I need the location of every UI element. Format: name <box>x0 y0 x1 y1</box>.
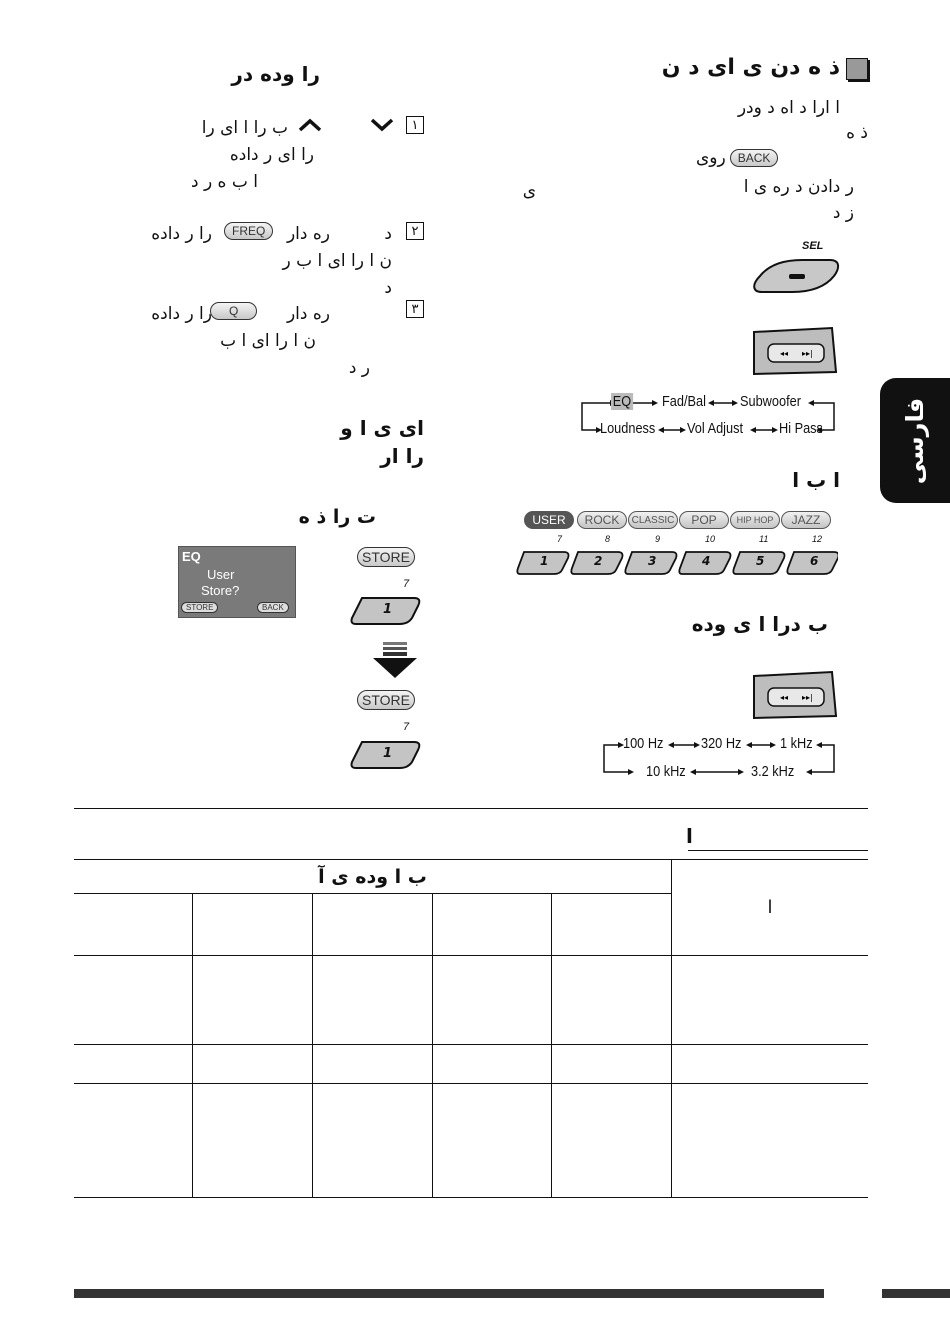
store-number: 7 <box>403 721 410 733</box>
step1-text: ب را ا ای را <box>201 118 288 138</box>
preset-key-3[interactable]: 3 <box>648 554 657 568</box>
chevron-down-icon[interactable] <box>370 118 394 132</box>
menu-item-fad-bal: Fad/Bal <box>662 393 706 410</box>
step2-text: ن ا را ای ا ب ر <box>282 251 392 271</box>
table-cell <box>672 1084 869 1198</box>
number-keys-shapes <box>516 550 838 576</box>
mode-number: 7 <box>557 534 563 544</box>
preset-key-5[interactable]: 5 <box>756 554 765 568</box>
step3-text: را ر داده <box>151 304 212 324</box>
presets-heading: ا ب ا <box>792 468 840 492</box>
mode-user: USER <box>524 511 574 529</box>
preset-key-2[interactable]: 2 <box>594 554 603 568</box>
freq-item-100hz: 100 Hz <box>623 735 664 752</box>
intro-text: ذ ه <box>846 123 868 143</box>
back-button[interactable]: BACK <box>730 149 779 167</box>
mode-jazz: JAZZ <box>781 511 831 529</box>
step2-text: د <box>384 278 392 298</box>
instruction-text: ر دادن د ره ی ا <box>743 177 854 197</box>
menu-item-vol-adjust: Vol Adjust <box>687 420 744 437</box>
table-row <box>74 1084 868 1198</box>
back-line <box>696 148 778 168</box>
language-tab <box>880 378 950 503</box>
freq-item-3-2khz: 3.2 kHz <box>751 763 795 780</box>
footer-bar <box>74 1289 824 1298</box>
table-cell <box>74 1045 193 1084</box>
mode-classic: CLASSIC <box>628 511 678 529</box>
svg-text:◂◂: ◂◂ <box>780 693 789 702</box>
preset-key-6[interactable]: 6 <box>810 554 819 568</box>
table-header-right-text: ا <box>767 897 773 918</box>
sel-button[interactable] <box>752 256 840 296</box>
display-store-button: STORE <box>181 602 218 613</box>
store-button[interactable]: STORE <box>357 547 415 567</box>
step-number-3: ٣ <box>406 300 424 318</box>
table-cell <box>672 956 869 1045</box>
mode-number: 8 <box>605 534 611 544</box>
store-number: 7 <box>403 578 410 590</box>
table-title: ا <box>686 824 693 848</box>
display-line: Store? <box>201 583 240 598</box>
display-back-button: BACK <box>257 602 289 613</box>
table-cell <box>193 894 313 956</box>
svg-text:▸▸|: ▸▸| <box>802 349 813 358</box>
table-cell <box>193 1084 313 1198</box>
preset-key-label: 1 <box>383 746 393 761</box>
svg-text:▸▸|: ▸▸| <box>802 693 813 702</box>
arrow-down-icon <box>373 640 417 680</box>
display-title: EQ <box>182 549 201 564</box>
table-cell <box>552 894 672 956</box>
table-cell <box>313 956 433 1045</box>
step3-text: ر د <box>348 358 370 378</box>
number-keys-row <box>516 550 838 576</box>
instruction-text: ز د <box>832 203 854 223</box>
menu-item-hi-pass: Hi Pass <box>779 420 823 437</box>
preset-key-1[interactable]: 1 <box>540 554 549 568</box>
table-header-main-text: ب ا وده ی آ <box>318 865 427 888</box>
freq-heading: ب درا ا ی وده <box>691 612 828 636</box>
table-cell <box>193 1045 313 1084</box>
table-cell <box>552 1045 672 1084</box>
table-cell <box>433 956 552 1045</box>
table-cell <box>552 1084 672 1198</box>
menu-item-eq: EQ <box>612 393 632 410</box>
language-tab-label: فارسی <box>901 397 929 484</box>
table-cell <box>672 1045 869 1084</box>
table-cell <box>193 956 313 1045</box>
step1-text: ا ب ه ر د <box>190 172 258 192</box>
mode-number: 9 <box>655 534 661 544</box>
table-row <box>74 1045 868 1084</box>
mode-number: 11 <box>759 534 769 544</box>
footer-bar <box>882 1289 950 1298</box>
svg-text:◂◂: ◂◂ <box>780 349 789 358</box>
display-line: User <box>207 567 235 582</box>
step2-text: د <box>384 224 392 244</box>
menu-item-subwoofer: Subwoofer <box>740 393 801 410</box>
table-cell <box>433 894 552 956</box>
step1-text: را ای ر داده <box>229 145 314 165</box>
q-button[interactable]: Q <box>210 302 257 320</box>
step-number-2: ٢ <box>406 222 424 240</box>
back-line-text: روی <box>696 148 726 168</box>
table-cell <box>74 894 193 956</box>
table-cell <box>74 1084 193 1198</box>
store-heading: را ار <box>380 444 424 468</box>
control-knob[interactable] <box>752 670 838 722</box>
freq-item-1khz: 1 kHz <box>780 735 813 752</box>
left-heading: را وده در <box>231 62 320 86</box>
chevron-up-icon[interactable] <box>298 118 322 132</box>
sel-label: SEL <box>802 240 824 252</box>
store-heading: ای ی ا و <box>340 416 424 440</box>
preset-key[interactable] <box>350 740 422 770</box>
menu-item-loudness: Loudness <box>600 420 656 437</box>
freq-item-320hz: 320 Hz <box>701 735 742 752</box>
table-header-main <box>74 860 672 894</box>
step-number-1: ١ <box>406 116 424 134</box>
table-cell <box>433 1045 552 1084</box>
mode-hip-hop: HIP HOP <box>730 511 780 529</box>
table-cell <box>313 1084 433 1198</box>
section-marker <box>846 58 868 80</box>
mode-number: 12 <box>812 534 823 544</box>
preset-key-4[interactable]: 4 <box>702 554 711 568</box>
freq-item-10khz: 10 kHz <box>646 763 686 780</box>
store-button[interactable]: STORE <box>357 690 415 710</box>
table-header-right <box>672 860 869 956</box>
table-cell <box>313 1045 433 1084</box>
freq-button[interactable]: FREQ <box>224 222 273 240</box>
control-knob[interactable] <box>752 326 838 378</box>
step3-text: ن ا را ای ا ب <box>220 331 316 351</box>
step2-text: را ر داده <box>151 224 212 244</box>
preset-key-label: 1 <box>383 602 393 617</box>
intro-text: ا ارا د اه د ودر <box>737 98 840 118</box>
preset-key[interactable] <box>350 596 422 626</box>
mode-pop: POP <box>679 511 729 529</box>
table-row <box>74 956 868 1045</box>
eq-table <box>74 859 868 1198</box>
table-cell <box>313 894 433 956</box>
mode-number: 10 <box>705 534 716 544</box>
table-cell <box>433 1084 552 1198</box>
instruction-text: ی <box>522 181 536 201</box>
step3-text: ره دار <box>286 304 330 324</box>
table-cell <box>74 956 193 1045</box>
store-subheading: ت را ذ ه <box>298 506 376 528</box>
eq-display <box>178 546 296 618</box>
step2-text: ره دار <box>286 224 330 244</box>
section-heading: ذ ه دن ی ای د ن <box>661 55 840 80</box>
mode-rock: ROCK <box>577 511 627 529</box>
table-title-rule <box>688 850 868 851</box>
table-top-rule <box>74 808 868 809</box>
table-cell <box>552 956 672 1045</box>
